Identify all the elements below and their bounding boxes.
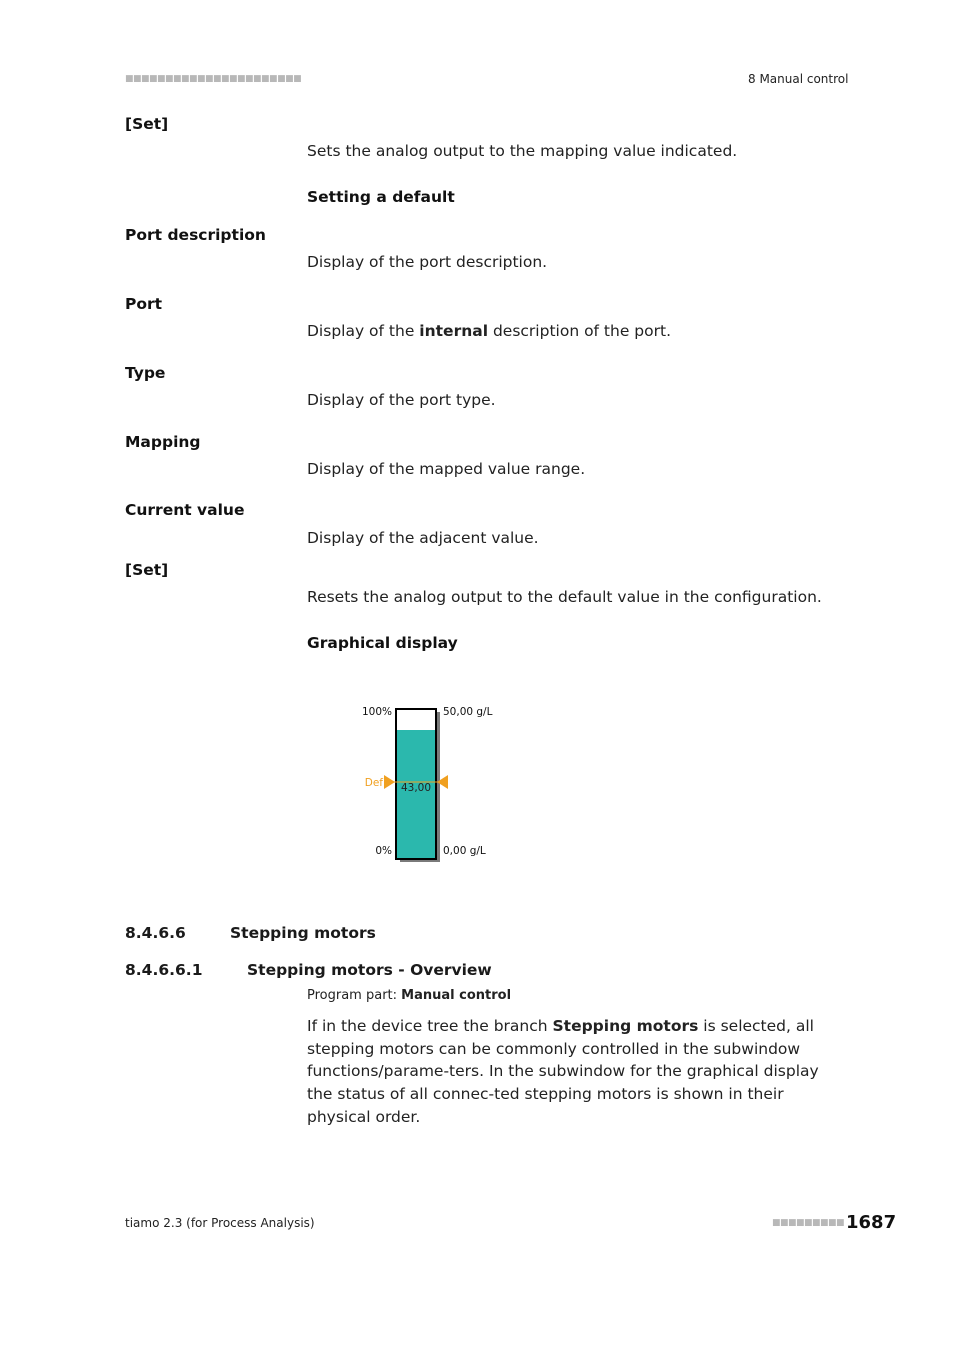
section-title: Stepping motors	[230, 924, 376, 942]
paragraph-before: If in the device tree the branch	[307, 1017, 553, 1035]
default-marker-left	[384, 775, 395, 789]
header-decoration: ■■■■■■■■■■■■■■■■■■■■■■	[125, 74, 302, 84]
subsection-title: Stepping motors - Overview	[247, 961, 492, 979]
subheading-graphical-display: Graphical display	[307, 634, 458, 652]
paragraph-after: is selected, all stepping motors can be commonly controlled in the subwindow functions/parame-ters. In the subwindow for the graphical display the status of all connec-ted stepping motors is shown in their physical order.	[307, 1017, 819, 1126]
desc-port-description: Display of the port description.	[307, 253, 548, 271]
desc-mapping: Display of the mapped value range.	[307, 460, 586, 478]
term-port-description: Port description	[125, 226, 266, 244]
page-number: 1687	[846, 1212, 897, 1233]
term-current-value: Current value	[125, 501, 245, 519]
desc-port-bold: internal	[419, 322, 489, 340]
gauge-top-percent: 100%	[361, 706, 392, 718]
gauge-bottom-percent: 0%	[375, 845, 392, 857]
term-port: Port	[125, 295, 163, 313]
subsection-number: 8.4.6.6.1	[125, 961, 203, 979]
overview-paragraph	[307, 1015, 842, 1129]
desc-set-reset: Resets the analog output to the default value in the configuration.	[307, 588, 822, 606]
desc-current-value: Display of the adjacent value.	[307, 529, 539, 547]
program-part	[307, 988, 511, 1003]
gauge-bottom-value: 0,00 g/L	[443, 845, 486, 857]
term-set: [Set]	[125, 115, 169, 133]
term-set-reset: [Set]	[125, 561, 169, 579]
term-mapping: Mapping	[125, 433, 201, 451]
running-header: 8 Manual control	[748, 72, 849, 86]
term-type: Type	[125, 364, 166, 382]
analog-output-gauge	[350, 700, 520, 870]
footer-decoration: ■■■■■■■■■	[772, 1218, 845, 1228]
gauge-current-value: 43,00	[400, 782, 432, 794]
desc-port	[307, 322, 671, 340]
subheading-setting-default: Setting a default	[307, 188, 455, 206]
gauge-top-value: 50,00 g/L	[443, 706, 493, 718]
paragraph-bold: Stepping motors	[552, 1017, 699, 1035]
desc-port-before: Display of the	[307, 322, 420, 340]
footer-product: tiamo 2.3 (for Process Analysis)	[125, 1216, 315, 1230]
program-part-label: Program part:	[307, 988, 402, 1003]
gauge-fill	[396, 730, 436, 859]
gauge-default-label: Def	[364, 777, 383, 789]
desc-set: Sets the analog output to the mapping value indicated.	[307, 142, 738, 160]
program-part-value: Manual control	[401, 988, 512, 1003]
desc-port-after: description of the port.	[488, 322, 671, 340]
section-number: 8.4.6.6	[125, 924, 186, 942]
desc-type: Display of the port type.	[307, 391, 496, 409]
